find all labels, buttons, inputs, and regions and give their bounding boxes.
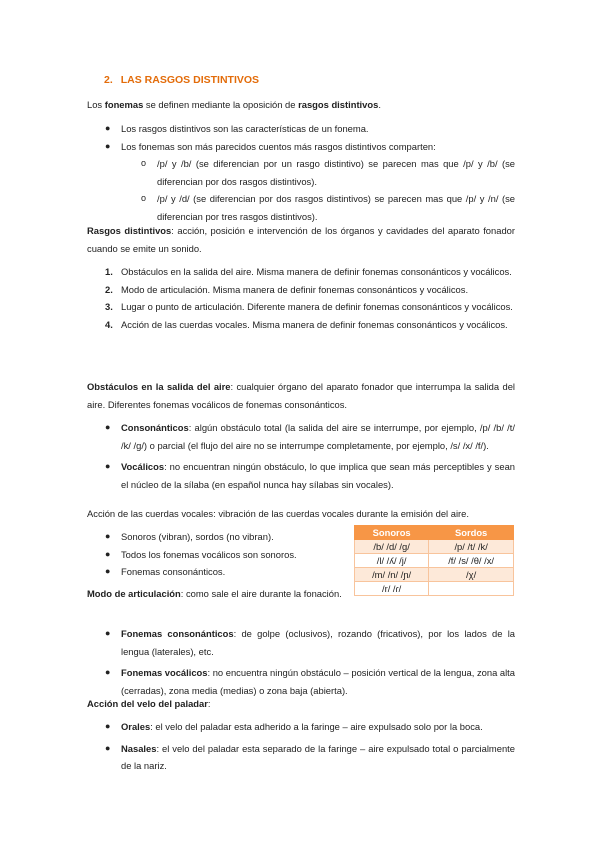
- bullet-label: Consonánticos: [121, 422, 189, 433]
- velo-label: Acción del velo del paladar: [87, 698, 208, 709]
- rasgos-label: Rasgos distintivos: [87, 225, 172, 236]
- list-item: [87, 563, 337, 581]
- obstaculos-text: : cualquier órgano del aparato fonador que interrumpa la salida del aire. Diferentes fonemas vocálicos de fonemas consonánticos.: [87, 381, 515, 410]
- bullet-icon: ●: [105, 422, 111, 432]
- intro-mid: se definen mediante la oposición de: [143, 99, 299, 110]
- sub-list-item: [87, 155, 515, 190]
- intro-bold-fonemas: fonemas: [104, 99, 144, 110]
- voicing-table: [354, 525, 514, 596]
- bullet-text: : no encuentra ningún obstáculo – posición vertical de la lengua, zona alta (cerradas), zona media (medias) o zona baja (abierta).: [121, 667, 516, 696]
- table-cell: /b/ /d/ /g/: [355, 540, 429, 554]
- item-text: Modo de articulación. Misma manera de definir fonemas consonánticos y vocálicos.: [121, 283, 469, 295]
- table-cell: /r/ /ɾ/: [355, 582, 429, 596]
- bullet-text: : de golpe (oclusivos), rozando (fricativos), por los lados de la lengua (laterales), etc.: [121, 628, 516, 657]
- circle-bullet-icon: o: [141, 193, 147, 203]
- bullet-text: Sonoros (vibran), sordos (no vibran).: [121, 531, 274, 542]
- intro-post: .: [378, 99, 381, 110]
- list-item: [87, 120, 515, 138]
- accion-text: Acción de las cuerdas vocales: vibración de las cuerdas vocales durante la emisión del aire.: [87, 508, 469, 519]
- bullet-list-2: [87, 419, 515, 493]
- bullet-icon: ●: [105, 721, 111, 731]
- bullet-icon: ●: [105, 140, 111, 151]
- item-text: Lugar o punto de articulación. Diferente manera de definir fonemas consonánticos y vocálicos.: [121, 301, 513, 312]
- sub-bullet-text: /p/ y /d/ (se diferencian por dos rasgos distintivos) se parecen mas que /p/ y /n/ (se diferencian por tres rasgos distintivos).: [157, 193, 515, 222]
- table-row: [355, 554, 514, 568]
- list-item: [87, 458, 515, 493]
- obstaculos-paragraph: [87, 378, 515, 413]
- bullet-text: : algún obstáculo total (la salida del aire se interrumpe, por ejemplo, /p/ /b/ /t/ /k/ /g/) o parcial (el flujo del aire no se interrumpe completamente, por ejemplo, /s/ /x/ /f/).: [121, 422, 515, 451]
- bullet-list-5: [87, 718, 515, 775]
- bullet-label: Orales: [121, 721, 151, 732]
- bullet-text: Fonemas consonánticos.: [121, 566, 226, 577]
- bullet-text: Los fonemas son más parecidos cuentos más rasgos distintivos comparten:: [121, 140, 436, 152]
- list-item: [87, 625, 515, 660]
- rasgos-text: : acción, posición e intervención de los órganos y cavidades del aparato fonador cuando se emite un sonido.: [87, 225, 515, 254]
- bullet-text: Los rasgos distintivos son las características de un fonema.: [121, 123, 369, 134]
- list-item: [87, 419, 515, 454]
- velo-text: :: [207, 698, 211, 709]
- bullet-text: : el velo del paladar esta separado de la faringe – aire expulsado total o parcialmente de la nariz.: [121, 742, 515, 771]
- table-row: [355, 582, 514, 596]
- modo-text: : como sale el aire durante la fonación.: [180, 588, 342, 599]
- item-text: Acción de las cuerdas vocales. Misma manera de definir fonemas consonánticos y vocálicos.: [121, 318, 508, 330]
- bullet-list-1: [87, 120, 515, 225]
- bullet-icon: ●: [105, 461, 111, 471]
- bullet-text: : el velo del paladar esta adherido a la faringe – aire expulsado solo por la boca.: [150, 721, 483, 732]
- bullet-icon: ●: [105, 123, 111, 133]
- bullet-icon: ●: [105, 742, 111, 753]
- item-text: Obstáculos en la salida del aire. Misma manera de definir fonemas consonánticos y vocálicos.: [121, 266, 512, 277]
- bullet-list-3: [87, 528, 337, 581]
- table-cell: /χ/: [429, 568, 514, 582]
- circle-bullet-icon: o: [141, 158, 147, 168]
- modo-paragraph: [87, 585, 349, 603]
- table-cell: /l/ /ʎ/ /j/: [355, 554, 429, 568]
- table-cell: /f/ /s/ /θ/ /x/: [429, 554, 514, 568]
- sub-list-item: [87, 190, 515, 225]
- modo-label: Modo de articulación: [87, 588, 181, 599]
- table-row: [355, 540, 514, 554]
- bullet-text: : no encuentran ningún obstáculo, lo que implica que sean más perceptibles y sean el núcleo de la sílaba (en español nunca hay sílabas sin vocales).: [121, 461, 515, 490]
- bullet-label: Fonemas vocálicos: [121, 667, 208, 678]
- item-number: 2.: [105, 283, 113, 295]
- intro-pre: Los: [87, 99, 105, 110]
- numbered-item: [87, 298, 515, 316]
- heading-number: 2.: [104, 74, 113, 86]
- table-row: [355, 568, 514, 582]
- bullet-text: Todos los fonemas vocálicos son sonoros.: [121, 548, 297, 560]
- bullet-label: Fonemas consonánticos: [121, 628, 234, 639]
- table-cell: [429, 582, 514, 596]
- bullet-icon: ●: [105, 566, 111, 576]
- sub-bullet-text: /p/ y /b/ (se diferencian por un rasgo distintivo) se parecen mas que /p/ y /b/ (se diferencian por dos rasgos distintivos).: [157, 158, 515, 187]
- item-number: 4.: [105, 318, 113, 330]
- bullet-list-4: [87, 625, 515, 699]
- bullet-icon: ●: [105, 667, 111, 677]
- item-number: 3.: [105, 301, 113, 312]
- rasgos-paragraph: [87, 222, 515, 257]
- list-item: [87, 138, 515, 156]
- numbered-item: [87, 316, 515, 334]
- item-number: 1.: [105, 266, 113, 277]
- accion-paragraph: [87, 505, 515, 523]
- bullet-icon: ●: [105, 548, 111, 559]
- velo-paragraph: [87, 695, 515, 713]
- intro-bold-rasgos: rasgos distintivos: [298, 99, 379, 110]
- bullet-icon: ●: [105, 628, 111, 638]
- obstaculos-label: Obstáculos en la salida del aire: [87, 381, 231, 392]
- heading-text: LAS RASGOS DISTINTIVOS: [120, 74, 260, 86]
- numbered-item: [87, 281, 515, 299]
- intro-paragraph: [87, 96, 515, 114]
- table-cell: /m/ /n/ /ɲ/: [355, 568, 429, 582]
- bullet-label: Nasales: [121, 742, 157, 754]
- list-item: [87, 528, 337, 546]
- bullet-label: Vocálicos: [121, 461, 165, 472]
- list-item: [87, 740, 515, 775]
- table-cell: /p/ /t/ /k/: [429, 540, 514, 554]
- numbered-item: [87, 263, 515, 281]
- list-item: [87, 718, 515, 736]
- section-heading: [104, 74, 259, 86]
- table-header-sonoros: Sonoros: [355, 526, 429, 540]
- table-header-sordos: Sordos: [429, 526, 514, 540]
- numbered-list: [87, 263, 515, 333]
- list-item: [87, 546, 337, 564]
- list-item: [87, 664, 515, 699]
- bullet-icon: ●: [105, 531, 111, 541]
